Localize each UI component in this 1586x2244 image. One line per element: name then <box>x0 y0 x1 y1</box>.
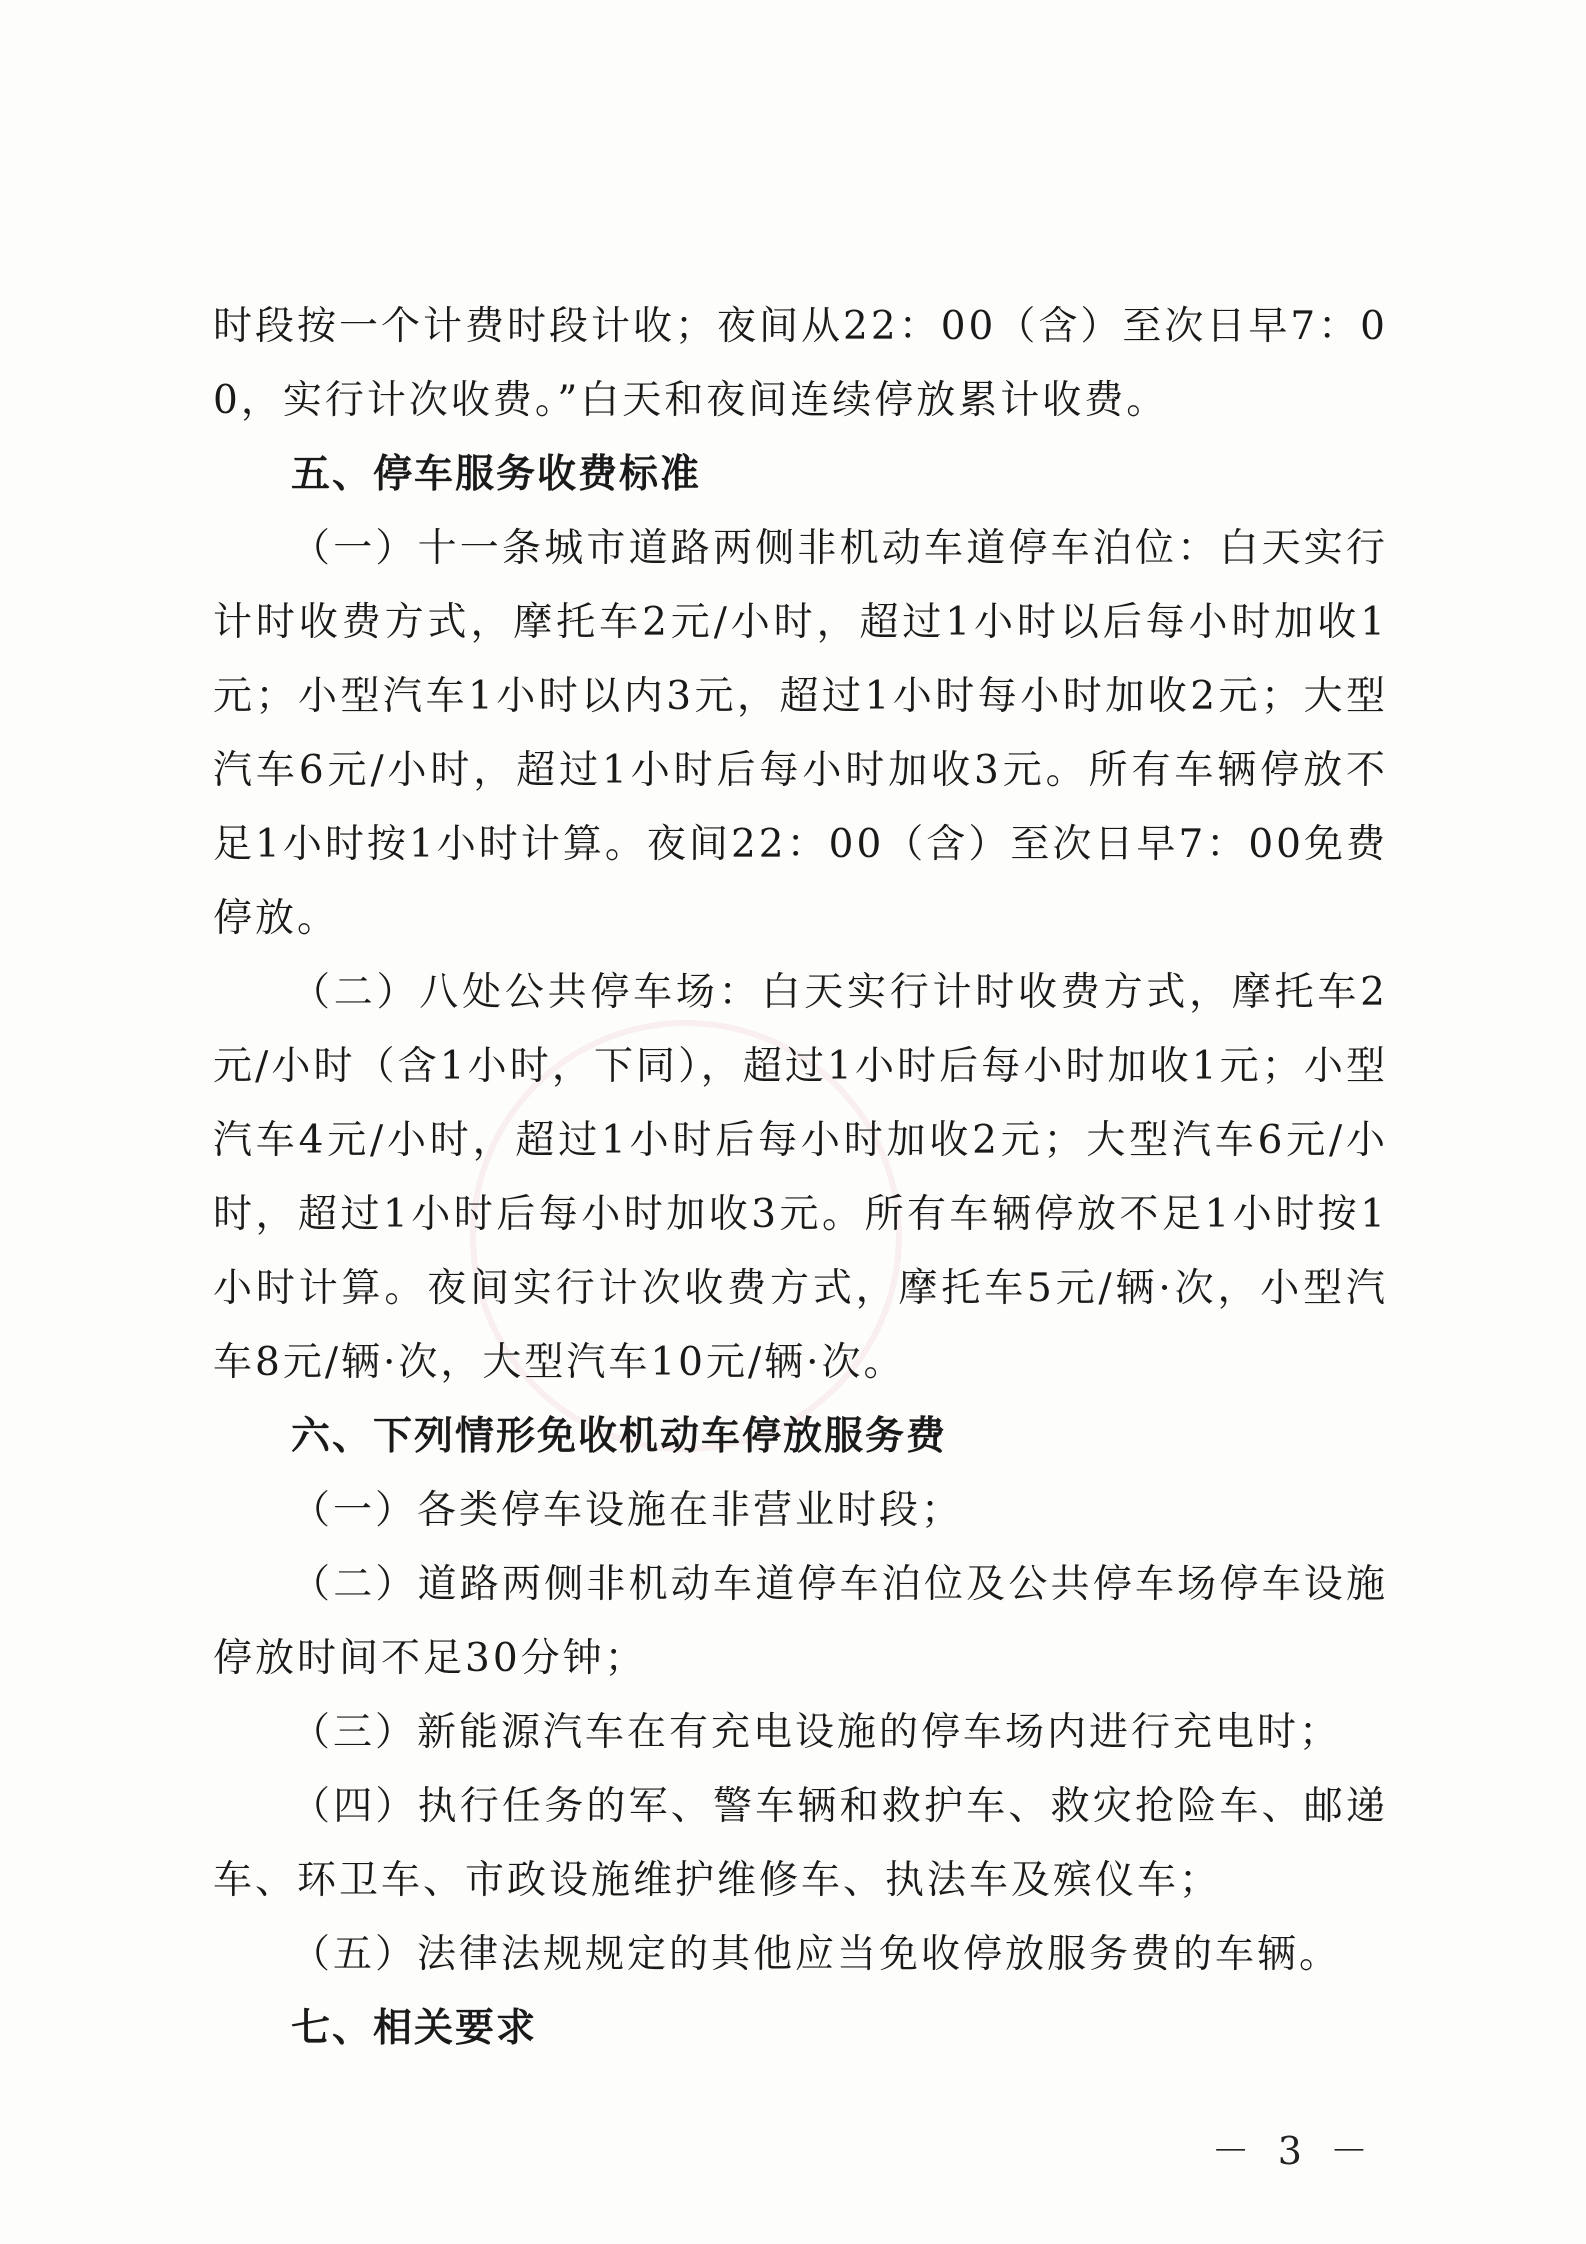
paragraph-6-1: （一）各类停车设施在非营业时段； <box>291 1488 964 1533</box>
section-heading-6: 六、下列情形免收机动车停放服务费 <box>291 1414 948 1459</box>
paragraph-6-4: （四）执行任务的军、警车辆和救护车、救灾抢险车、邮递车、环卫车、市政设施维护维修车、执法车及殡仪车； <box>213 1784 1388 1903</box>
paragraph-6-2: （二）道路两侧非机动车道停车泊位及公共停车场停车设施停放时间不足30分钟； <box>213 1562 1388 1681</box>
paragraph-5-2: （二）八处公共停车场：白天实行计时收费方式，摩托车2元/小时（含1小时，下同），超过1小时后每小时加收1元；小型汽车4元/小时，超过1小时后每小时加收2元；大型汽车6元/小时，超过1小时后每小时加收3元。所有车辆停放不足1小时按1小时计算。夜间实行计次收费方式，摩托车5元/辆·次，小型汽车8元/辆·次，大型汽车10元/辆·次。 <box>213 970 1388 1385</box>
paragraph-6-5: （五）法律法规规定的其他应当免收停放服务费的车辆。 <box>291 1932 1342 1977</box>
paragraph-continuation: 时段按一个计费时段计收；夜间从22：00（含）至次日早7：00，实行计次收费。”白天和夜间连续停放累计收费。 <box>213 304 1388 423</box>
section-heading-5: 五、停车服务收费标准 <box>291 452 702 497</box>
paragraph-6-3: （三）新能源汽车在有充电设施的停车场内进行充电时； <box>291 1710 1342 1755</box>
paragraph-5-1: （一）十一条城市道路两侧非机动车道停车泊位：白天实行计时收费方式，摩托车2元/小时，超过1小时以后每小时加收1元；小型汽车1小时以内3元，超过1小时每小时加收2元；大型汽车6元/小时，超过1小时后每小时加收3元。所有车辆停放不足1小时按1小时计算。夜间22：00（含）至次日早7：00免费停放。 <box>213 526 1388 941</box>
section-heading-7: 七、相关要求 <box>291 2006 538 2051</box>
page-number: － 3 － <box>1211 2129 1376 2173</box>
document-body <box>213 290 1388 2066</box>
